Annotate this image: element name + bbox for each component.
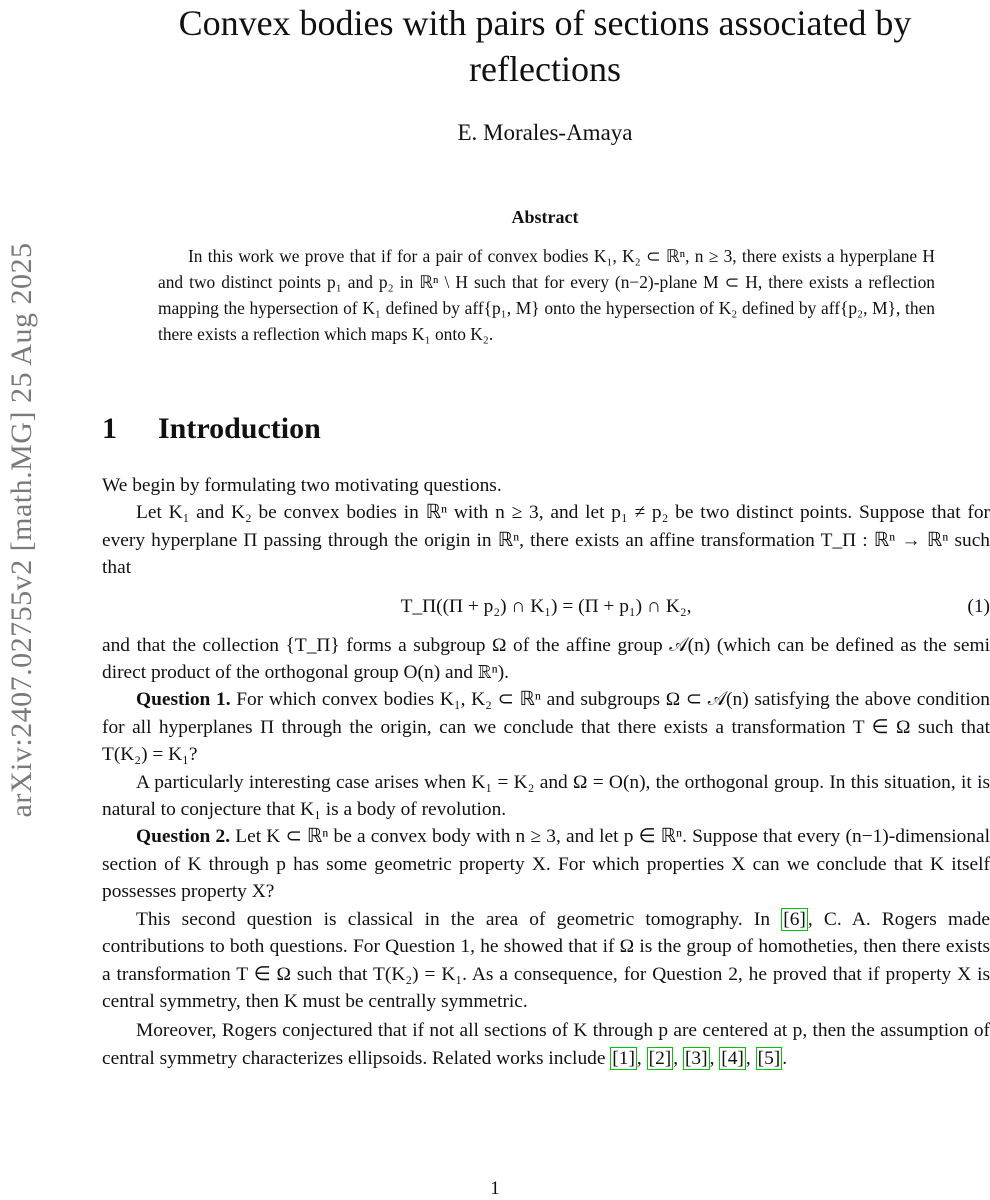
citation-4[interactable]: [4] <box>721 1047 744 1069</box>
question-2-text: Let K ⊂ ℝⁿ be a convex body with n ≥ 3, and let p ∈ ℝⁿ. Suppose that every (n−1)-dimensional section of K through p has some geometric property X. For which properties X can we conclude that K itself possesses property X? <box>102 826 990 903</box>
section-heading <box>102 412 321 446</box>
paragraph-2: Let K₁ and K₂ be convex bodies in ℝⁿ with n ≥ 3, and let p₁ ≠ p₂ be two distinct points. Suppose that for every hyperplane Π passing through the origin in ℝⁿ, there exists an affine transformation T_Π : ℝⁿ → ℝⁿ such that <box>102 502 990 579</box>
question-1-text: For which convex bodies K₁, K₂ ⊂ ℝⁿ and subgroups Ω ⊂ 𝒜(n) satisfying the above condition for all hyperplanes Π through the origin, can we conclude that there exists a transformation T ∈ Ω such that T(K₂) = K₁? <box>102 689 990 766</box>
arxiv-sidebar <box>2 170 42 890</box>
question-1-label: Question 1. <box>136 689 231 711</box>
question-2 <box>102 823 990 905</box>
section-number: 1 <box>102 412 117 445</box>
body-text <box>102 472 990 1072</box>
abstract-text: In this work we prove that if for a pair of convex bodies K₁, K₂ ⊂ ℝⁿ, n ≥ 3, there exists a hyperplane H and two distinct points p₁ and p₂ in ℝⁿ \ H such that for every (n−2)-plane M ⊂ H, there exists a reflection mapping the hypersection of K₁ defined by aff{p₁, M} onto the hypersection of K₂ defined by aff{p₂, M}, then there exists a reflection which maps K₁ onto K₂. <box>158 246 935 344</box>
equation-number: (1) <box>967 595 990 617</box>
title-line-1: Convex bodies with pairs of sections associated by <box>178 3 912 43</box>
page-number: 1 <box>490 1178 500 1199</box>
paragraph-1: We begin by formulating two motivating questions. <box>102 475 502 496</box>
equation-1 <box>102 582 990 632</box>
author: E. Morales-Amaya <box>457 120 633 145</box>
arxiv-identifier: arXiv:2407.02755v2 [math.MG] 25 Aug 2025 <box>5 242 38 818</box>
paragraph-6-start: Moreover, Rogers conjectured that if not all sections of K through p are centered at p, then the assumption of central symmetry characterizes ellipsoids. Related works include <box>102 1020 990 1069</box>
citation-3[interactable]: [3] <box>684 1047 708 1069</box>
title-line-2: reflections <box>469 49 621 89</box>
section-title: Introduction <box>158 412 321 445</box>
citation-2[interactable]: [2] <box>648 1047 672 1069</box>
equation-expression: T_Π((Π + p₂) ∩ K₁) = (Π + p₁) ∩ K₂, <box>400 595 692 617</box>
paper-title <box>100 0 990 92</box>
question-1 <box>102 686 990 768</box>
abstract-heading: Abstract <box>511 207 579 227</box>
paragraph-4: A particularly interesting case arises when K₁ = K₂ and Ω = O(n), the orthogonal group. In this situation, it is natural to conjecture that K₁ is a body of revolution. <box>102 771 990 821</box>
paragraph-5 <box>102 906 990 1016</box>
citation-5[interactable]: [5] <box>757 1047 781 1069</box>
paragraph-3: and that the collection {T_Π} forms a subgroup Ω of the affine group 𝒜(n) (which can be defined as the semi direct product of the orthogonal group O(n) and ℝⁿ). <box>102 634 990 684</box>
paragraph-6: Moreover, Rogers conjectured that if not all sections of K through p are centered at p, then the assumption of central symmetry characterizes ellipsoids. Related works include [1] , [2] , [3] , [4] , [5] . <box>102 1020 990 1069</box>
question-2-label: Question 2. <box>136 826 231 848</box>
citation-1[interactable]: [1] <box>612 1047 635 1069</box>
citation-6[interactable]: [6] <box>783 908 806 930</box>
paragraph-5-start: This second question is classical in the area of geometric tomography. In <box>136 908 782 930</box>
paragraph-5-rest: , C. A. Rogers made contributions to both questions. For Question 1, he showed that if Ω is the group of homotheties, then there exists a transformation T ∈ Ω such that T(K₂) = K₁. As a consequence, for Question 2, he proved that if property X is central symmetry, then K must be centrally symmetric. <box>102 908 990 1012</box>
